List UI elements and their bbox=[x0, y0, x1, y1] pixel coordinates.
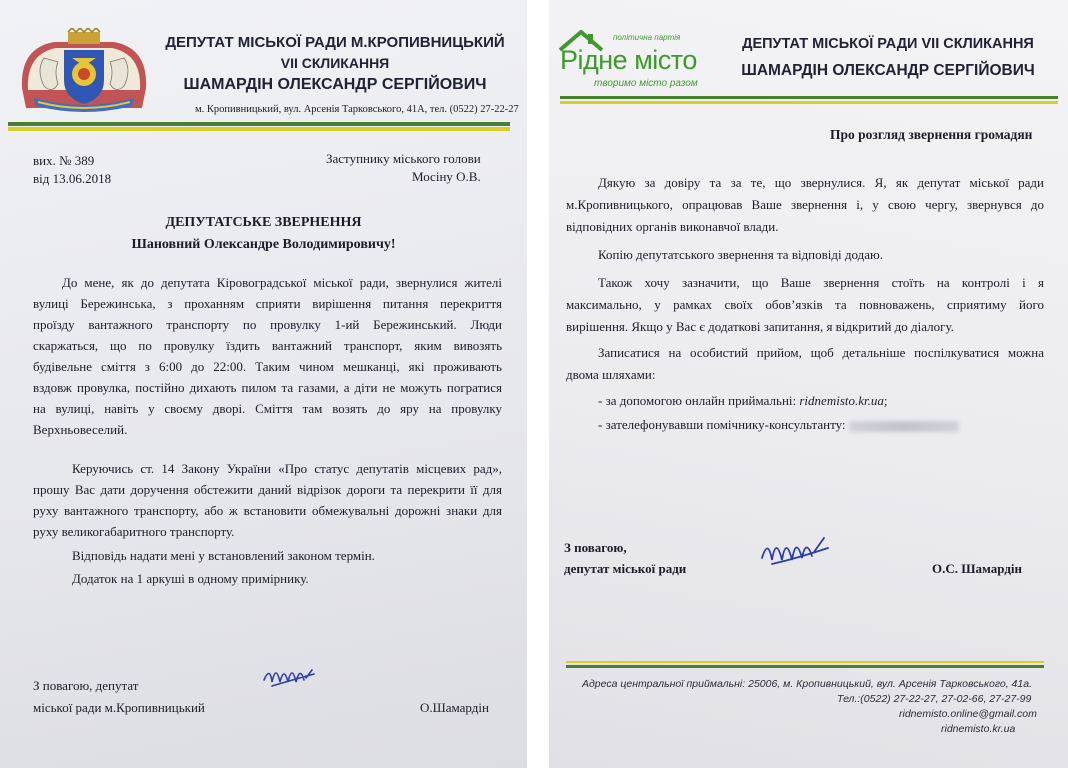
bullet-phone-consultant bbox=[598, 414, 959, 436]
signature-name: О.С. Шамардін bbox=[932, 561, 1023, 576]
outgoing-ref-date: від 13.06.2018 bbox=[33, 171, 112, 186]
paragraph-line: скаржаться, що по провулку їздить вантажний транспорт, яким вивозять bbox=[33, 338, 502, 353]
paragraph-line: Записатися на особистий прийом, щоб детальніше поспілкуватися можна bbox=[598, 345, 1044, 360]
party-slogan: творимо місто разом bbox=[594, 78, 698, 89]
closing-line2: міської ради м.Кропивницький bbox=[33, 700, 205, 715]
paragraph-line: Також хочу зазначити, що Ваше звернення стоїть на контролі і я bbox=[598, 275, 1044, 290]
addressee-name: Мосіну О.В. bbox=[412, 169, 481, 184]
redacted-phone-number bbox=[849, 421, 959, 432]
paragraph-line: проїзду вантажного транспорту по провулку 1-ий Бережинський. Люди bbox=[33, 317, 502, 332]
header-divider-yellow bbox=[560, 101, 1058, 104]
paragraph-line: вирішення. Якщо у Вас є додаткові запитання, я відкритий до діалогу. bbox=[566, 319, 954, 334]
paragraph-line: максимально, у рамках своїх обов’язків та повноважень, сприятиму його bbox=[566, 297, 1044, 312]
closing-line2: депутат міської ради bbox=[564, 561, 687, 576]
paragraph-line: вулиці Бережинська, з проханням сприяти вирішення питання перекриття bbox=[33, 296, 502, 311]
closing-line1: З повагою, депутат bbox=[33, 678, 139, 693]
bullet-text: - зателефонувавши помічнику-консультанту: bbox=[598, 417, 846, 432]
bullet-prefix: - за допомогою онлайн приймальні: bbox=[598, 393, 800, 408]
paragraph-line: відповідних органів виконавчої влади. bbox=[566, 219, 779, 234]
handwritten-signature bbox=[262, 660, 322, 690]
party-wordmark: Рідне місто bbox=[560, 45, 697, 75]
footer-website[interactable]: ridnemisto.kr.ua bbox=[941, 723, 1016, 735]
paragraph-line: на вулиці, навіть у своєму дворі. Сміття там возять до яру на провулку bbox=[33, 401, 502, 416]
footer-address: Адреса центральної приймальні: 25006, м. Кропивницький, вул. Арсенія Тарковського, 41а. bbox=[582, 678, 1032, 690]
city-coat-of-arms bbox=[14, 28, 154, 112]
bullet-online-reception bbox=[598, 390, 888, 412]
paragraph-line: руху вантажного транспорту, або ж встановити обмежувальні дорожні знаки для bbox=[33, 503, 502, 518]
header-title-line1: ДЕПУТАТ МІСЬКОЇ РАДИ VII СКЛИКАННЯ bbox=[742, 36, 1034, 52]
letter-title: ДЕПУТАТСЬКЕ ЗВЕРНЕННЯ bbox=[165, 215, 362, 230]
paragraph-copy: Копію депутатського звернення та відповіді додаю. bbox=[598, 247, 883, 262]
paragraph-line: Керуючись ст. 14 Закону України «Про статус депутатів місцевих рад», bbox=[72, 461, 502, 476]
header-divider-yellow bbox=[8, 127, 510, 131]
paragraph-line: руху великогабаритного транспорту. bbox=[33, 524, 235, 539]
paragraph-response: Відповідь надати мені у встановлений законом термін. bbox=[72, 548, 375, 563]
closing-line1: З повагою, bbox=[564, 540, 627, 555]
letter-subject: Про розгляд звернення громадян bbox=[830, 127, 1033, 142]
header-deputy-name: ШАМАРДІН ОЛЕКСАНДР СЕРГІЙОВИЧ bbox=[741, 62, 1035, 79]
page-gutter bbox=[527, 0, 549, 768]
reception-link[interactable]: ridnemisto.kr.ua bbox=[799, 393, 884, 408]
footer-phones: Тел.:(0522) 27-22-27, 27-02-66, 27-27-99 bbox=[837, 693, 1032, 705]
paragraph-line: будівельне сміття з 6:00 до 22:00. Таким чином мешканці, які проживають bbox=[33, 359, 502, 374]
header-title-line1: ДЕПУТАТ МІСЬКОЇ РАДИ М.КРОПИВНИЦЬКИЙ bbox=[165, 34, 505, 51]
footer-email[interactable]: ridnemisto.online@gmail.com bbox=[899, 708, 1037, 720]
paragraph-line: Верхньовеселий. bbox=[33, 422, 128, 437]
outgoing-ref-number: вих. № 389 bbox=[33, 153, 95, 168]
signature-name: О.Шамардін bbox=[420, 700, 489, 715]
footer-divider-green bbox=[566, 665, 1044, 668]
paragraph-line: м.Кропивницького, опрацював Ваше звернення і, у свою чергу, звернувся до bbox=[566, 197, 1044, 212]
party-label: політична партія bbox=[613, 33, 681, 42]
letter-greeting: Шановний Олександре Володимировичу! bbox=[131, 237, 396, 252]
paragraph-line: До мене, як до депутата Кіровоградської міської ради, звернулися жителі bbox=[62, 275, 502, 290]
bullet-suffix: ; bbox=[883, 393, 888, 408]
handwritten-signature bbox=[758, 530, 834, 570]
header-divider-green bbox=[560, 96, 1058, 99]
header-address: м. Кропивницький, вул. Арсенія Тарковського, 41А, тел. (0522) 27-22-27 bbox=[195, 104, 519, 115]
paragraph-line: Дякую за довіру та за те, що звернулися. Я, як депутат міської ради bbox=[598, 175, 1044, 190]
footer-divider-yellow bbox=[566, 661, 1044, 663]
addressee-position: Заступнику міського голови bbox=[326, 151, 481, 166]
paragraph-line: прошу Вас дати доручення обстежити даний відрізок дороги та перекрити її для bbox=[33, 482, 502, 497]
paragraph-line: двома шляхами: bbox=[566, 367, 656, 382]
header-divider-green bbox=[8, 122, 510, 126]
header-deputy-name: ШАМАРДІН ОЛЕКСАНДР СЕРГІЙОВИЧ bbox=[183, 76, 487, 93]
header-title-line2: VII СКЛИКАННЯ bbox=[280, 55, 390, 71]
paragraph-line: вздовж провулка, постійно дихають пилом та газами, а діти не можуть погратися bbox=[33, 380, 502, 395]
paragraph-attachment: Додаток на 1 аркуші в одному примірнику. bbox=[72, 571, 309, 586]
